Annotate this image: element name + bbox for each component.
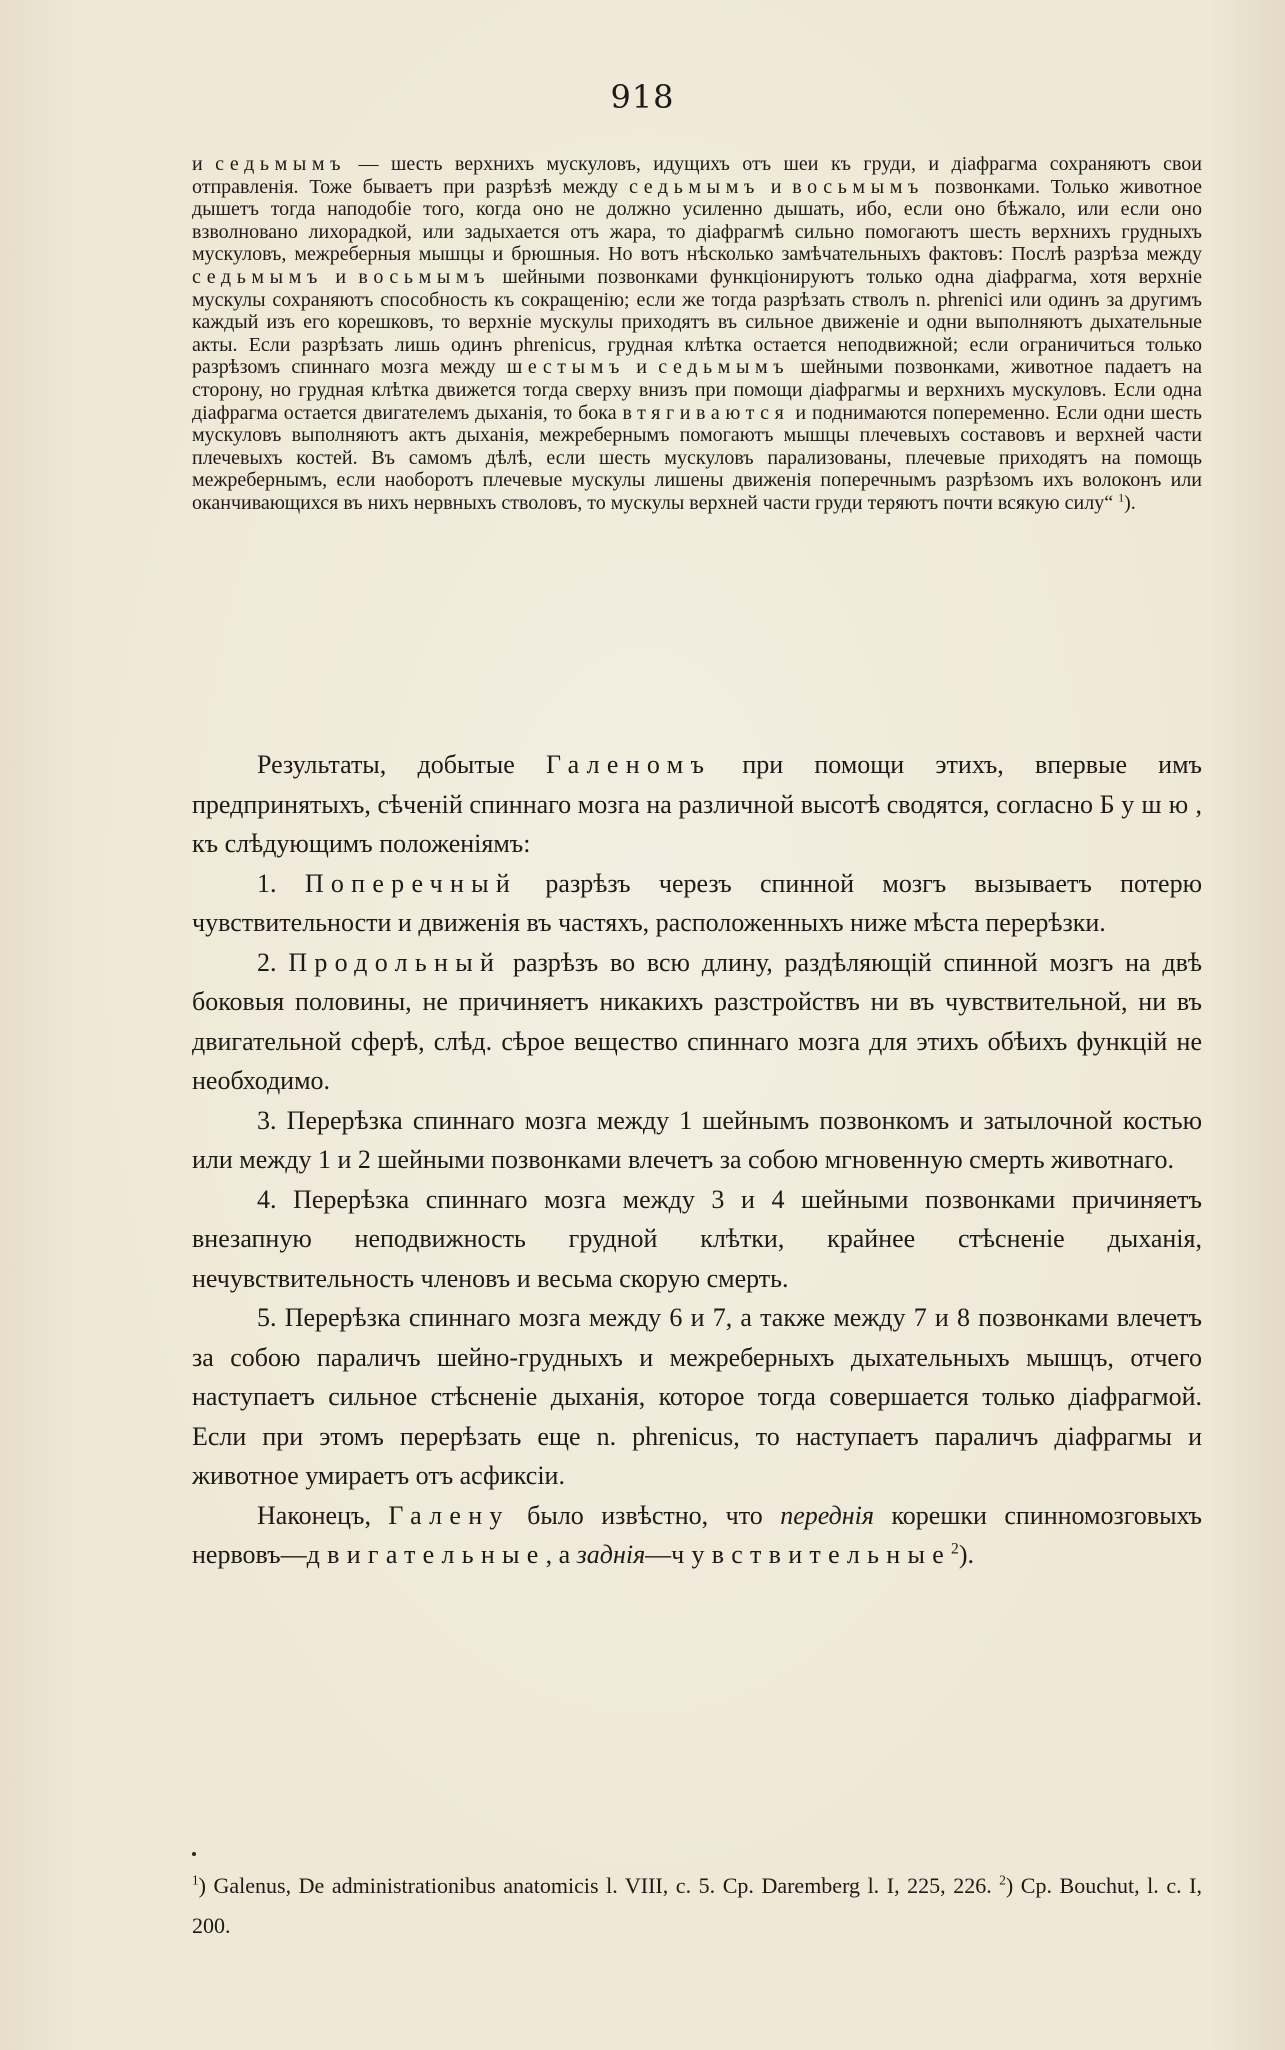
text-run: , къ слѣдующимъ положеніямъ: bbox=[192, 789, 1202, 858]
footnotes bbox=[192, 1866, 1202, 1946]
text-run: было извѣстно, что bbox=[509, 1500, 781, 1530]
italic-emphasis: заднія bbox=[576, 1540, 646, 1569]
spaced-emphasis: Продольный bbox=[288, 947, 502, 977]
intro-text bbox=[192, 750, 1202, 858]
spaced-emphasis: седьмымъ bbox=[215, 153, 347, 175]
text-run: Наконецъ, bbox=[257, 1500, 389, 1530]
quote-paragraph: и седьмымъ — шесть верхнихъ мускуловъ, идущихъ отъ шеи къ груди, и діафрагма сохраняютъ свои отправленія. Тоже бываетъ при разрѣзѣ между седьмымъ и восьмымъ позвонками. Только животное дышетъ тогда наподобіе того, когда оно не должно усиленно дышать, ибо, если оно бѣжало, или если оно взволновано лихорадкой, или задыхается отъ жара, то діафрагмѣ сильно помогаютъ шесть верхнихъ грудныхъ мускуловъ, межреберныя мышцы и брюшныя. Но вотъ нѣсколько замѣчательныхъ фактовъ: Послѣ разрѣза между седьмымъ и восьмымъ шейными позвонками функціонируютъ только одна діафрагма, хотя верхніе мускулы сохраняютъ способность къ сокращенію; если же тогда разрѣзать стволъ n. phrenici или одинъ за другимъ каждый изъ его корешковъ, то верхніе мускулы приходятъ въ сильное движеніе и одни выполняютъ дыхательные акты. Если разрѣзать лишь одинъ phrenicus, грудная клѣтка остается неподвижной; если ограничиться только разрѣзомъ спиннаго мозга между шестымъ и седьмымъ шейными позвонками, животное падаетъ на сторону, но грудная клѣтка движется тогда сверху внизъ при помощи діафрагмы и верхнихъ мускуловъ. Если одна діафрагма остается двигателемъ дыханія, то бока втягиваются и поднимаются попеременно. Если одни шесть мускуловъ выполняютъ актъ дыханія, межребернымъ помогаютъ мышцы плечевыхъ составовъ и верхней части плечевыхъ костей. Въ самомъ дѣлѣ, если шесть мускуловъ парализованы, плечевые приходятъ на помощь межребернымъ, если наоборотъ плечевые мускулы лишены движенія поперечнымъ разрѣзомъ ихъ волоконъ или оканчивающихся въ нихъ нервныхъ стволовъ, то мускулы верхней части груди теряютъ почти всякую силу“ $^1$). bbox=[192, 153, 1203, 514]
text-run: 4. Перерѣзка спиннаго мозга между 3 и 4 шейными позвонками причиняетъ внезапную неподвижность грудной клѣтки, крайнее стѣсненіе дыханія, нечувствительность членовъ и весьма скорую смерть. bbox=[192, 1184, 1202, 1293]
footnote-ref: 2 bbox=[951, 1540, 959, 1558]
footnote-ref: 1 bbox=[1118, 490, 1125, 505]
quote-end: . bbox=[1130, 491, 1136, 514]
text-run: 1. bbox=[257, 868, 305, 898]
spaced-emphasis: чувствительные bbox=[671, 1540, 952, 1569]
spaced-emphasis: Галену bbox=[388, 1500, 510, 1530]
final-end: ). bbox=[958, 1540, 975, 1569]
footnote-marker bbox=[192, 1852, 196, 1856]
spaced-emphasis: седьмымъ bbox=[192, 265, 323, 288]
spaced-emphasis: седьмымъ bbox=[658, 356, 790, 379]
spaced-emphasis: Галеномъ bbox=[545, 750, 712, 779]
list-item bbox=[192, 1180, 1202, 1299]
final-paragraph bbox=[192, 1496, 1202, 1575]
text-run: — bbox=[645, 1540, 672, 1569]
text-run: , а bbox=[545, 1540, 577, 1569]
quote-block bbox=[192, 153, 1202, 515]
text-run: шейными позвонками, животное падаетъ на сторону, но грудная клѣтка движется тогда сверху внизъ при помощи діафрагмы и верхнихъ мускуловъ. Если одна діафрагма остается двигателемъ дыханія, то бока bbox=[192, 356, 1203, 424]
page-number: 918 bbox=[610, 78, 675, 116]
text-run: и bbox=[759, 175, 793, 198]
footnote-text: ) Galenus, De administrationibus anatomicis l. VIII, c. 5. Cp. Daremberg l. I, 225, 226. bbox=[198, 1873, 992, 1898]
list-item bbox=[192, 1298, 1202, 1496]
list-item bbox=[192, 1101, 1202, 1180]
text-run: 2. bbox=[257, 947, 289, 977]
text-run: 3. Перерѣзка спиннаго мозга между 1 шейнымъ позвонкомъ и затылочной костью или между 1 и 2 шейными позвонками влечетъ за собою мгновенную смерть животнаго. bbox=[192, 1105, 1202, 1174]
spaced-emphasis: Поперечный bbox=[304, 868, 518, 898]
text-run: разрѣзъ во всю длину, раздѣляющій спинной мозгъ на двѣ боковыя половины, не причиняетъ никакихъ разстройствъ ни въ чувствительной, ни въ двигательной сферѣ, слѣд. сѣрое вещество спиннаго мозга для этихъ обѣихъ функцій не необходимо. bbox=[192, 947, 1202, 1095]
main-text bbox=[192, 733, 1202, 1575]
spaced-emphasis: восьмымъ bbox=[358, 265, 491, 288]
text-run: разрѣзъ черезъ спинной мозгъ вызываетъ потерю чувствительности и движенія въ частяхъ, расположенныхъ ниже мѣста перерѣзки. bbox=[192, 868, 1203, 937]
text-run: и поднимаются попеременно. Если одни шесть мускуловъ выполняютъ актъ дыханія, межребернымъ помогаютъ мышцы плечевыхъ составовъ и верхней части плечевыхъ костей. Въ самомъ дѣлѣ, если шесть мускуловъ парализованы, плечевые приходятъ на помощь межребернымъ, если наоборотъ плечевые мускулы лишены движенія поперечнымъ разрѣзомъ ихъ волоконъ или оканчивающихся въ нихъ нервныхъ стволовъ, то мускулы верхней части груди теряютъ почти всякую силу“ bbox=[192, 401, 1202, 514]
footnote-text: ) Cp. Bouchut, l. c. I, 200. bbox=[192, 1873, 1202, 1938]
footnote-number: 2 bbox=[999, 1872, 1006, 1888]
spaced-emphasis: шестымъ bbox=[506, 356, 625, 379]
intro-paragraph bbox=[192, 745, 1202, 864]
spaced-emphasis: седьмымъ bbox=[628, 175, 760, 198]
spaced-emphasis: Бушю bbox=[1099, 789, 1196, 819]
numbered-list bbox=[192, 864, 1202, 1496]
text-run: и bbox=[192, 153, 216, 175]
spaced-emphasis: восьмымъ bbox=[792, 175, 924, 198]
text-run: корешки спинномозговыхъ нервовъ— bbox=[192, 1500, 1202, 1569]
text-run: и bbox=[624, 356, 659, 379]
footnote-number: 1 bbox=[192, 1872, 199, 1888]
text-run: при помощи этихъ, впервые имъ предпринятыхъ, сѣченій спиннаго мозга на различной высотѣ сводятся, согласно bbox=[192, 750, 1202, 819]
spaced-emphasis: двигательные bbox=[306, 1540, 546, 1569]
text-run: позвонками. Только животное дышетъ тогда наподобіе того, когда оно не должно усиленно дышать, ибо, если оно бѣжало, или если оно взволновано лихорадкой, или задыхается отъ жара, то діафрагмѣ сильно помогаютъ шесть верхнихъ грудныхъ мускуловъ, межреберныя мышцы и брюшныя. Но вотъ нѣсколько замѣчательныхъ фактовъ: Послѣ разрѣза между bbox=[192, 175, 1202, 266]
final-text bbox=[192, 1501, 1202, 1570]
italic-emphasis: переднія bbox=[780, 1500, 874, 1530]
text-run: шейными позвонками функціонируютъ только одна діафрагма, хотя верхніе мускулы сохраняютъ способность къ сокращенію; если же тогда разрѣзать стволъ n. phrenici или одинъ за другимъ каждый изъ его корешковъ, то верхніе мускулы приходятъ въ сильное движеніе и одни выполняютъ дыхательные акты. Если разрѣзать лишь одинъ phrenicus, грудная клѣтка остается неподвижной; если ограничиться только разрѣзомъ спиннаго мозга между bbox=[192, 265, 1202, 379]
spaced-emphasis: втягиваются bbox=[622, 401, 790, 424]
list-item bbox=[192, 943, 1202, 1101]
footnote bbox=[192, 1866, 1202, 1946]
list-item bbox=[192, 864, 1202, 943]
text-run: 5. Перерѣзка спиннаго мозга между 6 и 7, а также между 7 и 8 позвонками влечетъ за собою параличъ шейно-грудныхъ и межреберныхъ дыхательныхъ мышцъ, отчего наступаетъ сильное стѣсненіе дыханія, которое тогда совершается только діафрагмой. Если при этомъ перерѣзать еще n. phrenicus, то наступаетъ параличъ діафрагмы и животное умираетъ отъ асфиксіи. bbox=[192, 1303, 1202, 1490]
text-run: Результаты, добытые bbox=[257, 750, 546, 779]
text-run: и bbox=[322, 265, 359, 288]
text-run: — шесть верхнихъ мускуловъ, идущихъ отъ шеи къ груди, и діафрагма сохраняютъ свои отправленія. Тоже бываетъ при разрѣзѣ между bbox=[192, 153, 1203, 198]
quote-text bbox=[192, 153, 1202, 514]
